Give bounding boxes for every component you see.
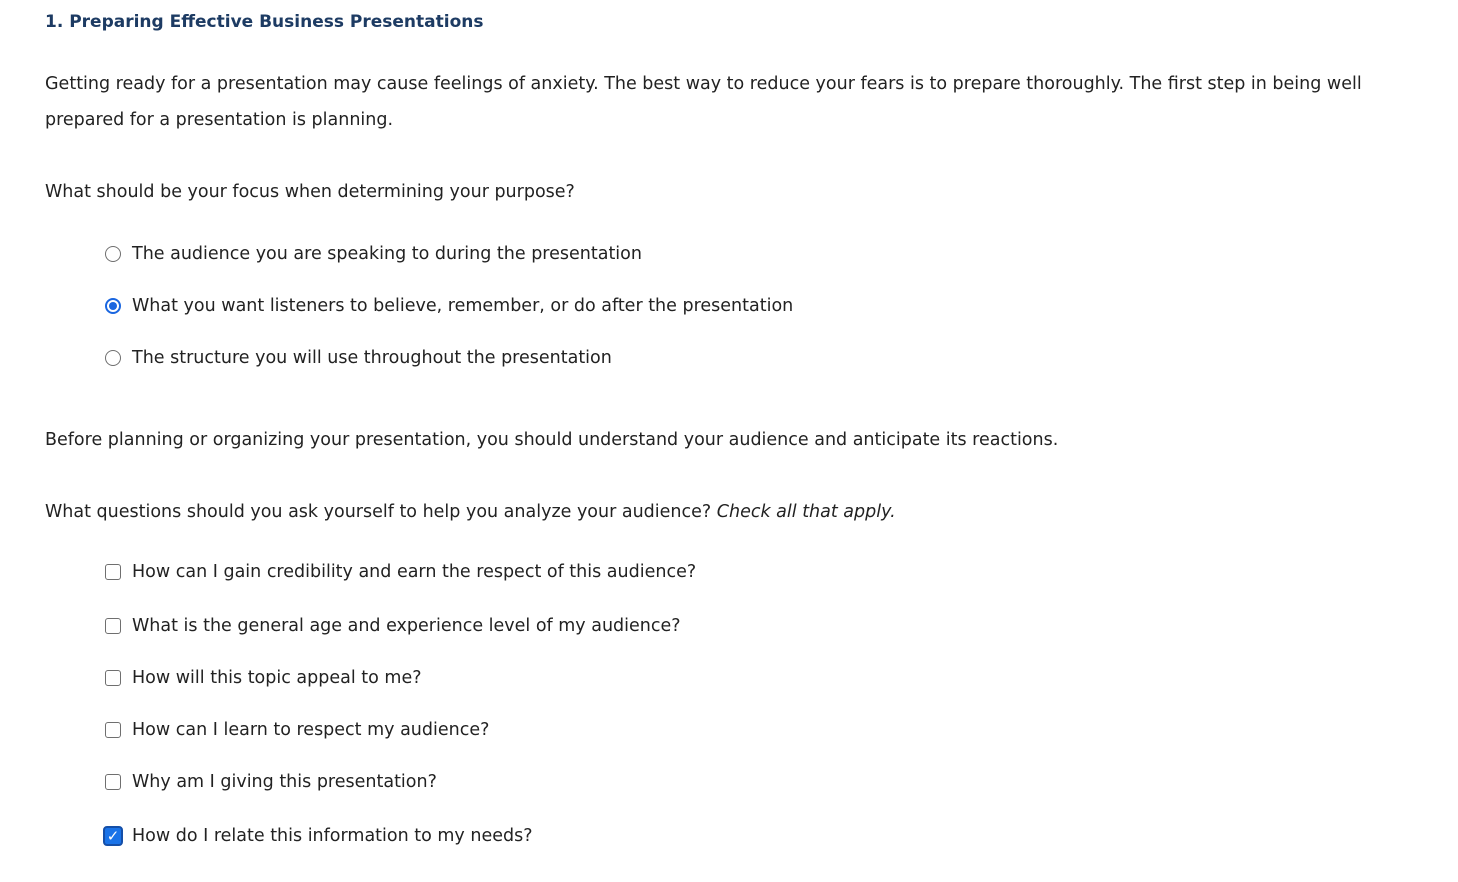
intro-paragraph: Getting ready for a presentation may cause feelings of anxiety. The best way to reduce your fears is to prepare thoroughly. The first step in being well prepared for a presentation is planning. bbox=[45, 74, 1362, 130]
q1-option-listeners[interactable] bbox=[105, 292, 793, 320]
q1-option-structure[interactable] bbox=[105, 344, 612, 372]
option-label: How do I relate this information to my needs? bbox=[132, 826, 533, 846]
option-label: Why am I giving this presentation? bbox=[132, 772, 437, 792]
checkbox[interactable] bbox=[105, 564, 121, 580]
q2-option-relate[interactable] bbox=[105, 822, 533, 850]
q1-option-audience[interactable] bbox=[105, 240, 642, 268]
option-label: The audience you are speaking to during the presentation bbox=[132, 244, 642, 264]
question-2-hint: Check all that apply. bbox=[716, 502, 896, 522]
checkbox[interactable] bbox=[105, 722, 121, 738]
checkmark-icon: ✓ bbox=[106, 827, 120, 845]
option-label: What you want listeners to believe, remember, or do after the presentation bbox=[132, 296, 794, 316]
q2-option-why[interactable] bbox=[105, 768, 437, 796]
question-2-prompt bbox=[45, 500, 896, 524]
radio-button-selected[interactable] bbox=[105, 298, 121, 314]
q2-option-appeal[interactable] bbox=[105, 664, 422, 692]
checkbox[interactable] bbox=[105, 670, 121, 686]
question-1-prompt: What should be your focus when determining your purpose? bbox=[45, 182, 575, 202]
option-label: How can I gain credibility and earn the respect of this audience? bbox=[132, 562, 697, 582]
page-title: 1. Preparing Effective Business Presentations bbox=[45, 12, 484, 32]
q2-option-credibility[interactable] bbox=[105, 558, 696, 586]
q2-option-age-experience[interactable] bbox=[105, 612, 681, 640]
option-label: How can I learn to respect my audience? bbox=[132, 720, 490, 740]
checkbox-checked[interactable] bbox=[103, 826, 123, 846]
checkbox[interactable] bbox=[105, 618, 121, 634]
option-label: The structure you will use throughout the presentation bbox=[132, 348, 612, 368]
question-2-text: What questions should you ask yourself to help you analyze your audience? bbox=[45, 502, 712, 522]
radio-button[interactable] bbox=[105, 246, 121, 262]
option-label: How will this topic appeal to me? bbox=[132, 668, 422, 688]
option-label: What is the general age and experience level of my audience? bbox=[132, 616, 681, 636]
checkbox[interactable] bbox=[105, 774, 121, 790]
q2-option-respect[interactable] bbox=[105, 716, 489, 744]
radio-button[interactable] bbox=[105, 350, 121, 366]
info-paragraph: Before planning or organizing your presentation, you should understand your audience and anticipate its reactions. bbox=[45, 430, 1059, 450]
